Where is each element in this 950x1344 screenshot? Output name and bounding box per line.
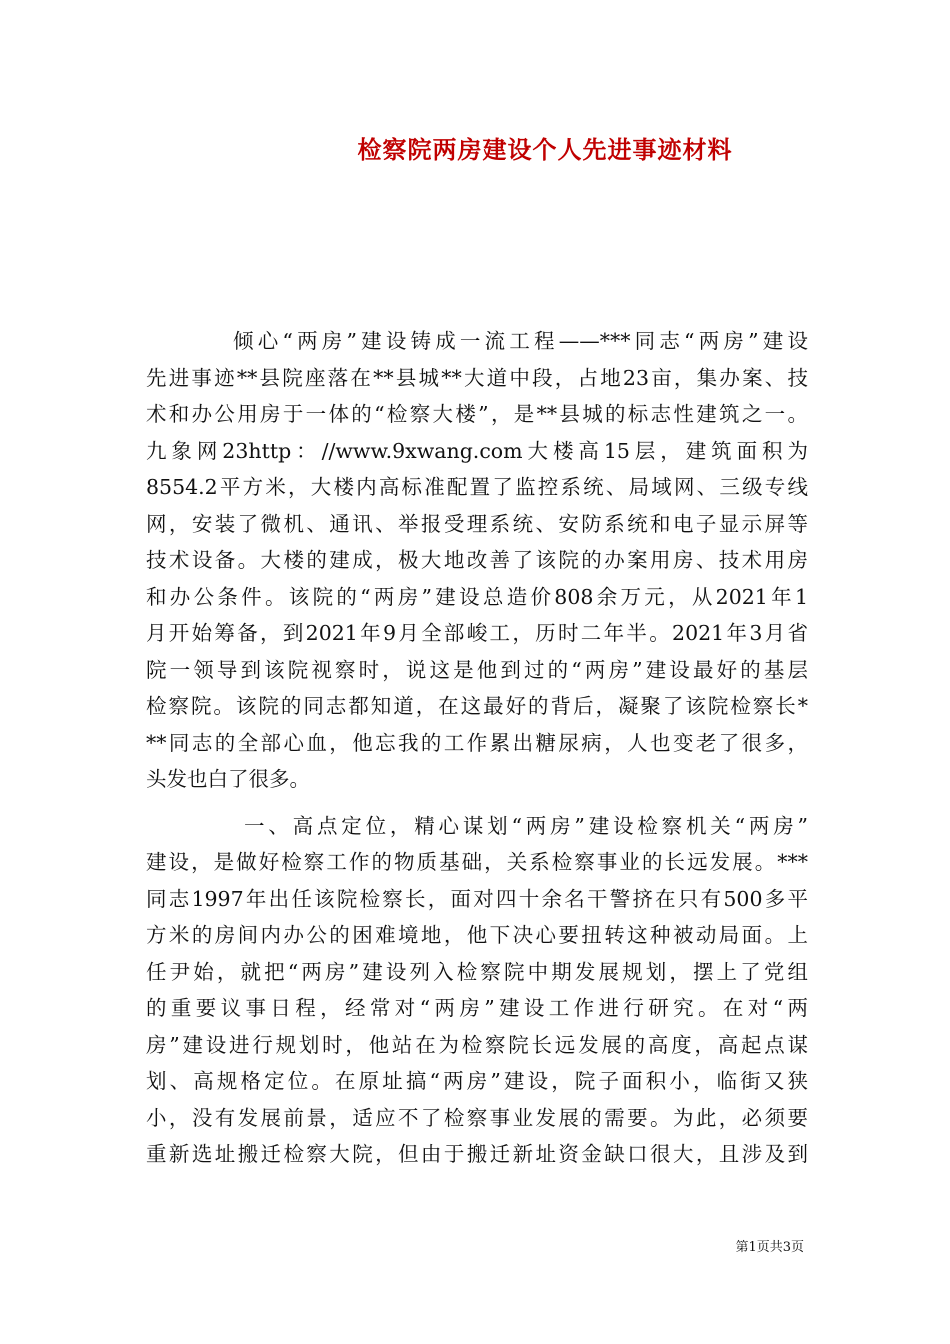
document-title: 检察院两房建设个人先进事迹材料 — [357, 135, 733, 164]
text-line: 技术设备。大楼的建成，极大地改善了该院的办案用房、技术用房 — [146, 548, 808, 572]
text-line: **同志的全部心血，他忘我的工作累出糖尿病，人也变老了很多， — [146, 730, 808, 755]
text-line: 一、高点定位，精心谋划“两房”建设检察机关“两房” — [244, 813, 808, 838]
document-body — [146, 323, 808, 1173]
text-line: 房”建设进行规划时，他站在为检察院长远发展的高度，高起点谋 — [146, 1032, 808, 1057]
text-line: 院一领导到该院视察时，说这是他到过的“两房”建设最好的基层 — [146, 657, 808, 682]
text-line: 任尹始，就把“两房”建设列入检察院中期发展规划，摆上了党组 — [146, 959, 808, 984]
text-line: 8554.2平方米，大楼内高标准配置了监控系统、局域网、三级专线 — [146, 475, 808, 499]
text-line: 头发也白了很多。 — [146, 767, 310, 791]
text-line: 的重要议事日程，经常对“两房”建设工作进行研究。在对“两 — [146, 996, 808, 1020]
text-line: 月开始筹备，到2021年9月全部峻工，历时二年半。2021年3月省 — [146, 621, 808, 645]
text-line: 术和办公用房于一体的“检察大楼”，是**县城的标志性建筑之一。 — [146, 402, 808, 426]
text-line: 建设，是做好检察工作的物质基础，关系检察事业的长远发展。*** — [146, 850, 808, 874]
text-line: 划、高规格定位。在原址搞“两房”建设，院子面积小，临街又狭 — [146, 1069, 808, 1093]
text-line: 网，安装了微机、通讯、举报受理系统、安防系统和电子显示屏等 — [146, 511, 808, 536]
text-line: 同志1997年出任该院检察长，面对四十余名干警挤在只有500多平 — [146, 886, 808, 911]
text-line: 小，没有发展前景，适应不了检察事业发展的需要。为此，必须要 — [146, 1105, 808, 1130]
text-line: 九象网23http：//www.9xwang.com大楼高15层，建筑面积为 — [146, 438, 808, 463]
text-line: 先进事迹**县院座落在**县城**大道中段，占地23亩，集办案、技 — [146, 365, 808, 390]
paragraph-1 — [146, 323, 808, 798]
text-line: 检察院。该院的同志都知道，在这最好的背后，凝聚了该院检察长* — [146, 694, 808, 718]
page-number: 第1页共3页 — [735, 1240, 804, 1255]
paragraph-2 — [146, 808, 808, 1173]
text-line: 方米的房间内办公的困难境地，他下决心要扭转这种被动局面。上 — [146, 923, 808, 947]
text-line: 倾心“两房”建设铸成一流工程——***同志“两房”建设 — [233, 329, 808, 353]
text-line: 重新选址搬迁检察大院，但由于搬迁新址资金缺口很大，且涉及到 — [146, 1142, 808, 1166]
text-line: 和办公条件。该院的“两房”建设总造价808余万元，从2021年1 — [146, 584, 808, 609]
